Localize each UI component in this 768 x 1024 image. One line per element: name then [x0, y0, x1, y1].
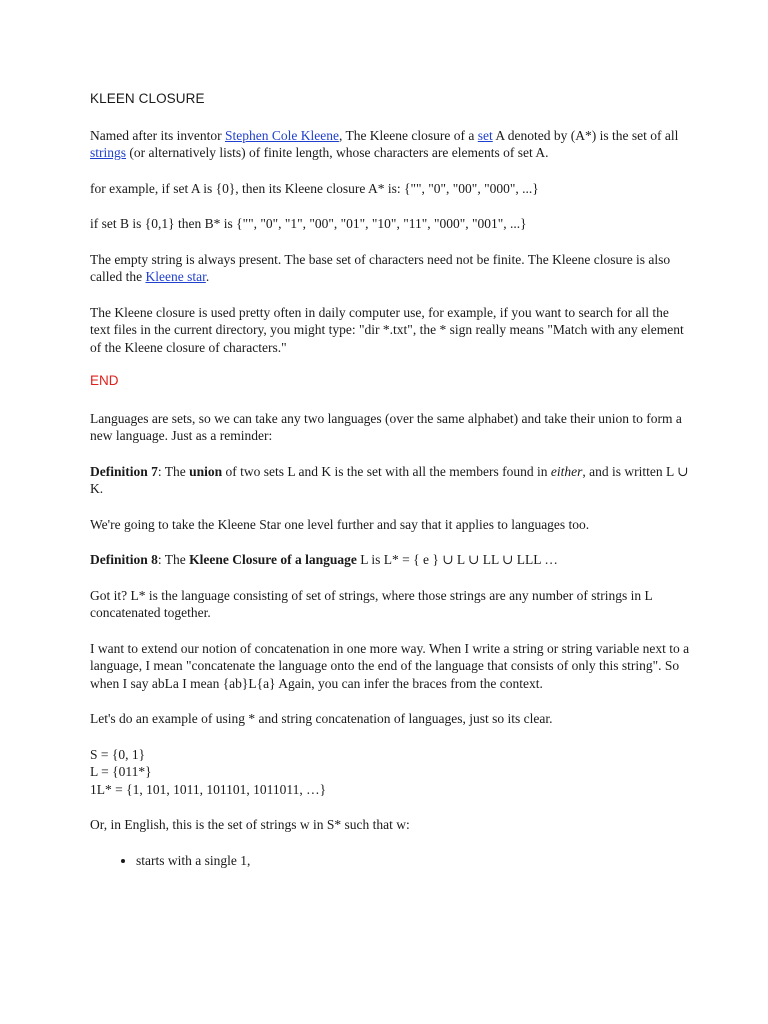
got-it-paragraph: Got it? L* is the language consisting of set of strings, where those strings are any number of strings in L concatenated together. [90, 587, 653, 620]
intro-text-4: (or alternatively lists) of finite length, whose characters are elements of set A. [126, 145, 549, 160]
intro-paragraph [90, 127, 690, 162]
either-term: either [550, 463, 583, 479]
definition-7-label: Definition 7 [90, 463, 158, 479]
intro-text-2: , The Kleene closure of a [338, 127, 478, 143]
set-definitions [90, 746, 690, 799]
kleene-star-languages: We're going to take the Kleene Star one level further and say that it applies to languages too. [90, 516, 590, 532]
union-term: union [189, 463, 223, 479]
link-kleene-star[interactable]: Kleene star [145, 269, 206, 284]
definition-8-text-2: L is L* = { e } ∪ L ∪ LL ∪ LLL … [356, 552, 558, 567]
empty-string-period: . [205, 269, 210, 284]
list-item: • starts with a single 1, [136, 852, 690, 870]
definition-7-text-2: of two sets L and K is the set with all the members found in [222, 463, 551, 479]
definition-8 [90, 551, 690, 569]
set-line-s: S = {0, 1} [90, 746, 146, 762]
example-set-a: for example, if set A is {0}, then its Kleene closure A* is: {"", "0", "00", "000", ...} [90, 180, 539, 196]
empty-string-text: The empty string is always present. The base set of characters need not be finite. The Kleene closure is also called the [90, 251, 671, 284]
intro-text-3: A denoted by (A*) is the set of all [492, 127, 679, 143]
definition-8-label: Definition 8 [90, 552, 158, 567]
empty-string-paragraph [90, 251, 690, 286]
intro-text-1: Named after its inventor [90, 127, 225, 143]
definition-7 [90, 463, 690, 498]
usage-paragraph: The Kleene closure is used pretty often in daily computer use, for example, if you want to search for all the text files in the current directory, you might type: "dir *.txt", the * sign really means "Match with any element of the Kleene closure of characters." [90, 304, 684, 355]
link-stephen-cole-kleene[interactable]: Stephen Cole Kleene [224, 127, 339, 143]
set-line-1l-star: 1L* = {1, 101, 1011, 101101, 1011011, …} [90, 781, 327, 797]
condition-list [90, 852, 690, 870]
concatenation-paragraph: I want to extend our notion of concatenation in one more way. When I write a string or string variable next to a language, I mean "concatenate the language onto the end of the language that consists of only this string". So when I say abLa I mean {ab}L{a} Again, you can infer the braces from the context. [90, 640, 690, 691]
example-set-b: if set B is {0,1} then B* is {"", "0", "1", "00", "01", "10", "11", "000", "001", ...} [90, 216, 527, 231]
set-line-l: L = {011*} [90, 764, 152, 779]
document-page [90, 90, 690, 869]
link-set[interactable]: set [477, 127, 493, 143]
english-paragraph: Or, in English, this is the set of strings w in S* such that w: [90, 817, 410, 832]
page-title: KLEEN CLOSURE [90, 91, 205, 106]
kleene-closure-language-term: Kleene Closure of a language [189, 552, 357, 567]
definition-7-text-3: , and is written L ∪ K. [90, 463, 689, 496]
link-strings[interactable]: strings [90, 145, 127, 160]
definition-8-text-1: : The [157, 552, 190, 567]
definition-7-text-1: : The [157, 463, 190, 479]
languages-intro: Languages are sets, so we can take any two languages (over the same alphabet) and take their union to form a new language. Just as a reminder: [90, 410, 682, 443]
end-label: END [90, 373, 119, 388]
example-intro: Let's do an example of using * and string concatenation of languages, just so its clear. [90, 711, 553, 726]
